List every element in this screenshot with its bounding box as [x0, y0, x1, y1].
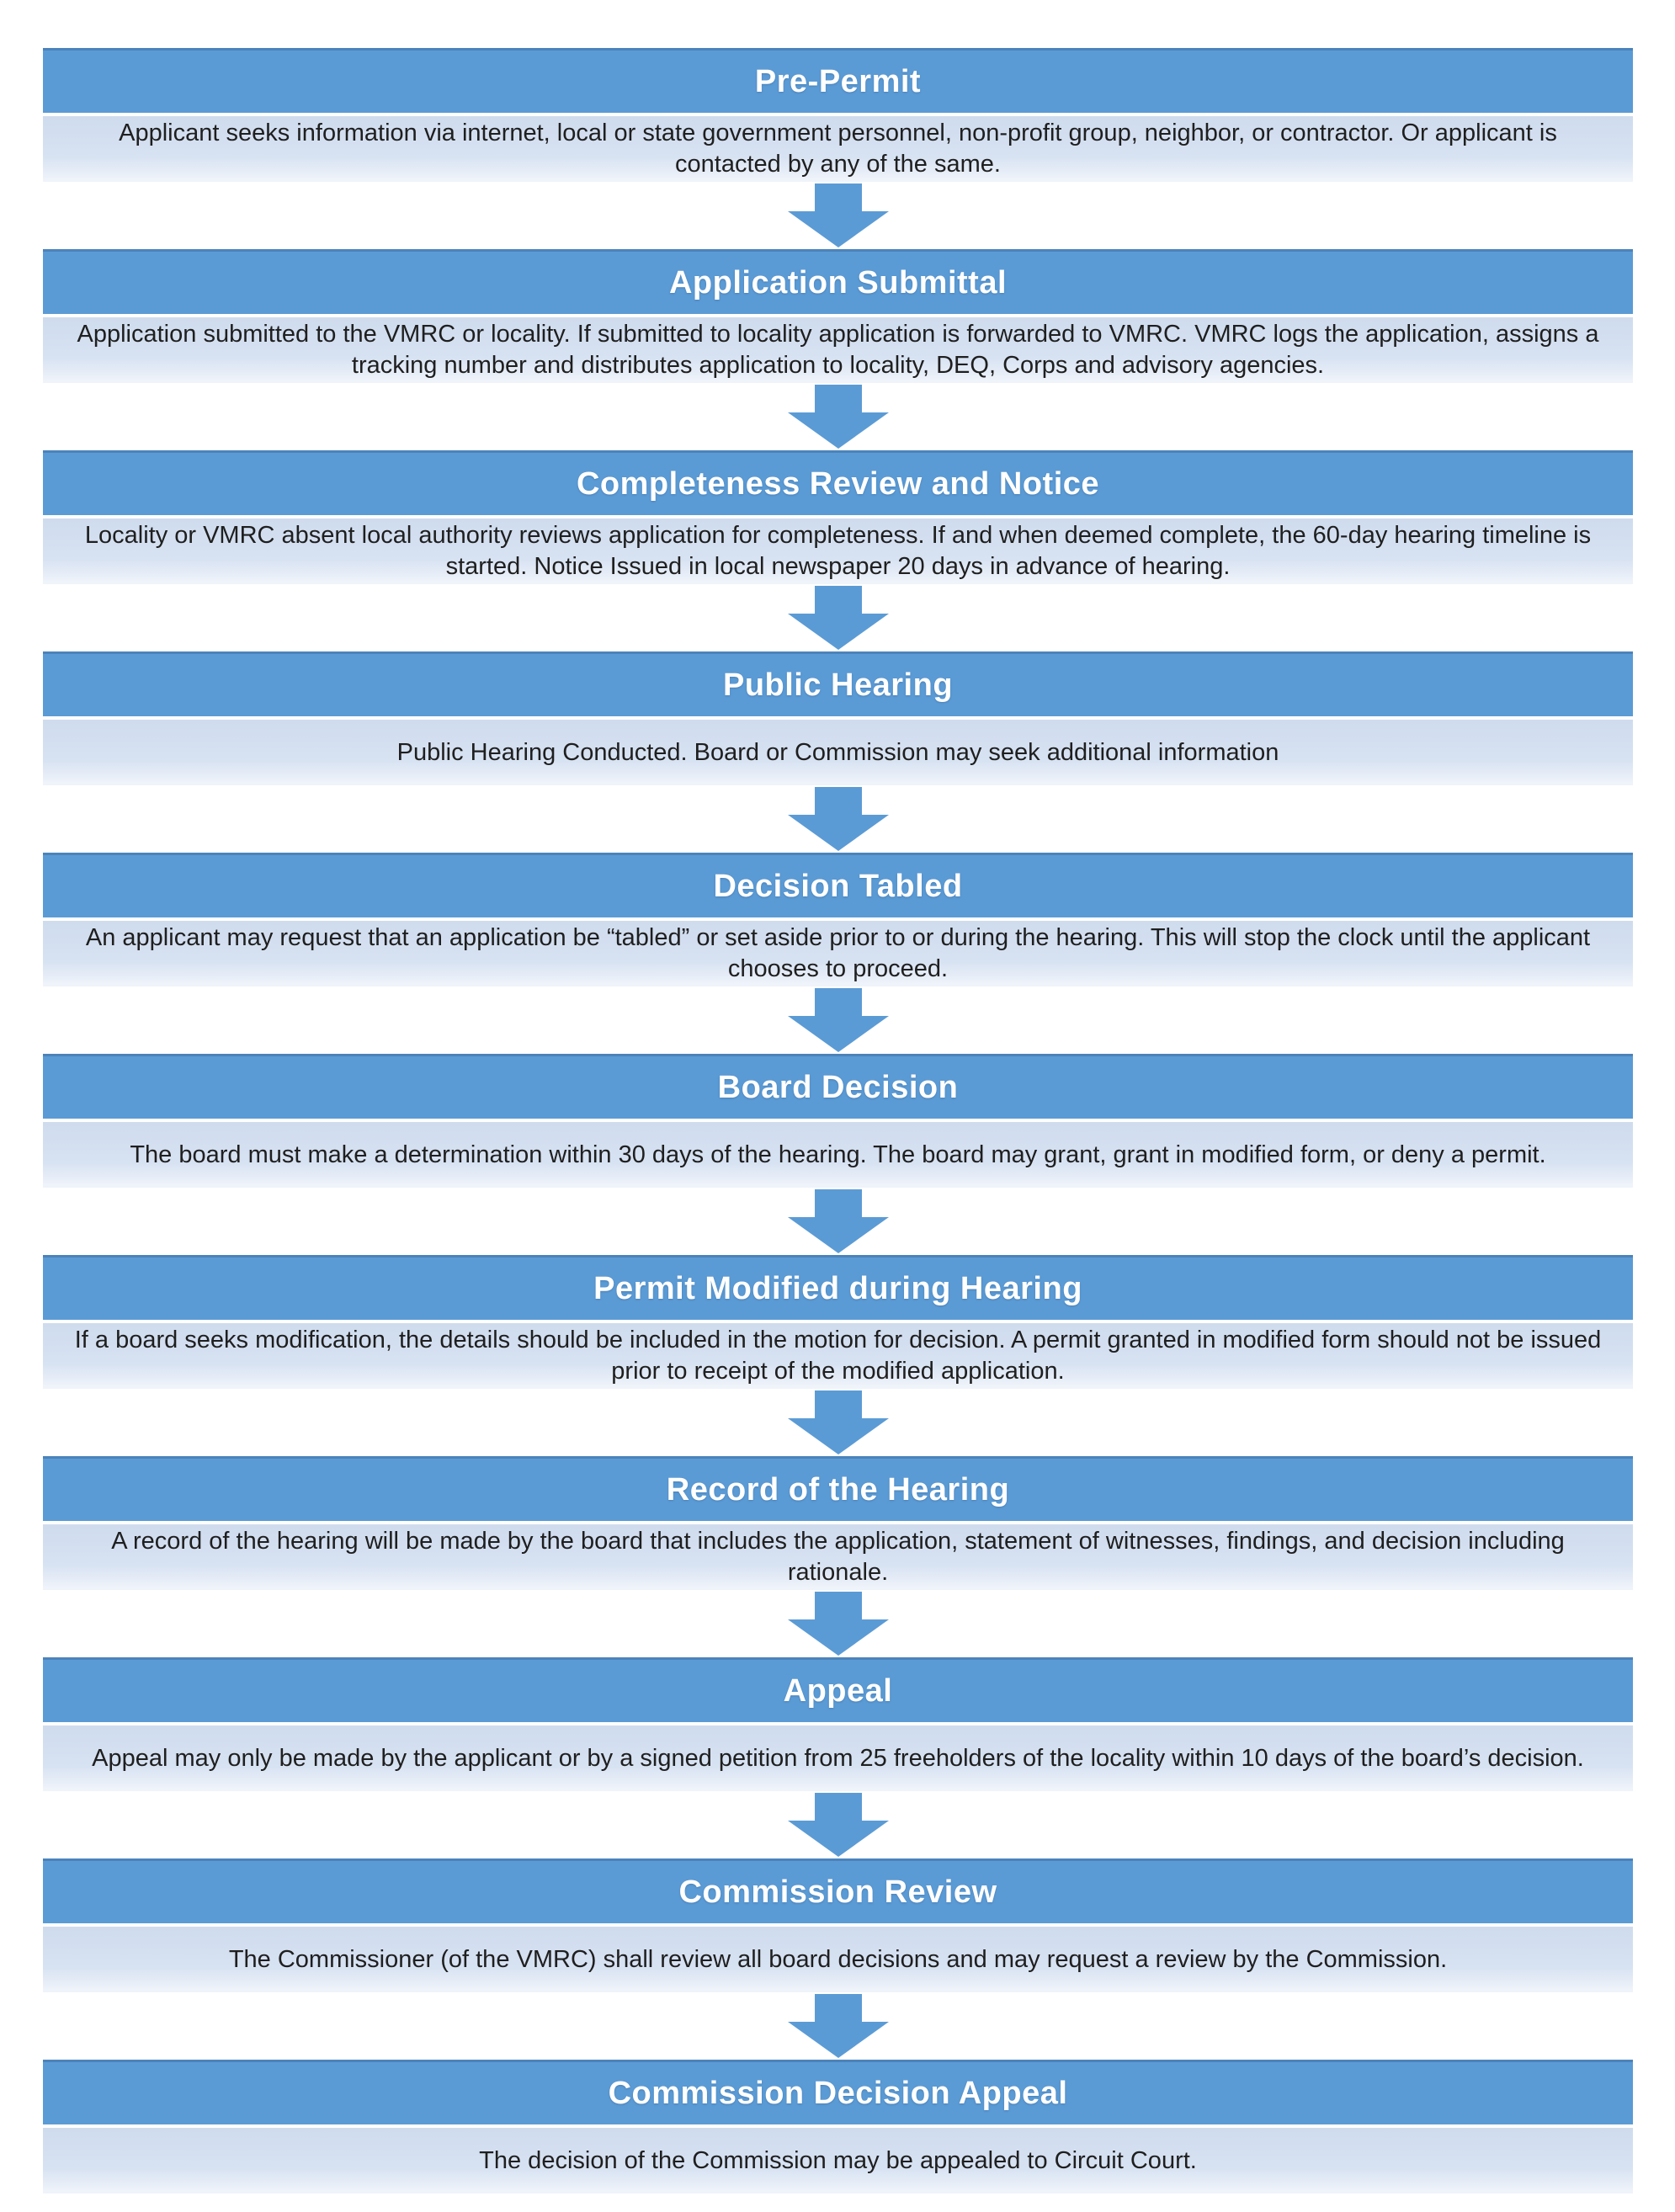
down-arrow-icon — [788, 1793, 889, 1857]
arrow-head — [788, 1217, 889, 1253]
step-title: Application Submittal — [668, 264, 1008, 300]
down-arrow-icon — [788, 586, 889, 650]
flow-step-commission-review — [43, 1858, 1633, 1992]
arrow-stem — [815, 988, 862, 1016]
flow-step-application-submittal — [43, 249, 1633, 383]
arrow-stem — [815, 1994, 862, 2022]
arrow-stem — [815, 1189, 862, 1217]
step-description: An applicant may request that an application be “tabled” or set aside prior to or during the hearing. This will stop the clock until the applicant chooses to proceed. — [43, 921, 1633, 986]
flow-step-appeal — [43, 1657, 1633, 1791]
arrow-head — [788, 1418, 889, 1454]
step-title: Commission Decision Appeal — [608, 2075, 1068, 2111]
step-header — [43, 853, 1633, 917]
step-header — [43, 1657, 1633, 1722]
down-arrow-icon — [788, 183, 889, 247]
flow-step-commission-decision-appeal — [43, 2060, 1633, 2193]
step-header — [43, 1054, 1633, 1119]
step-title: Board Decision — [717, 1069, 959, 1105]
down-arrow-icon — [788, 1592, 889, 1656]
flow-step-permit-modified — [43, 1255, 1633, 1389]
step-title: Commission Review — [678, 1874, 997, 1910]
step-description: The decision of the Commission may be appealed to Circuit Court. — [43, 2128, 1633, 2193]
step-description: Appeal may only be made by the applicant or by a signed petition from 25 freeholders of the locality within 10 days of the board’s decision. — [43, 1725, 1633, 1791]
arrow-head — [788, 614, 889, 650]
arrow-head — [788, 815, 889, 851]
arrow-stem — [815, 586, 862, 614]
step-header — [43, 48, 1633, 113]
step-title: Appeal — [783, 1672, 893, 1709]
flow-step-board-decision — [43, 1054, 1633, 1188]
step-description: Public Hearing Conducted. Board or Commission may seek additional information — [43, 720, 1633, 785]
step-description: Applicant seeks information via internet, local or state government personnel, non-profit group, neighbor, or contractor. Or applicant is contacted by any of the same. — [43, 116, 1633, 182]
arrow-head — [788, 412, 889, 449]
step-title: Record of the Hearing — [666, 1471, 1010, 1507]
step-description: A record of the hearing will be made by the board that includes the application, statement of witnesses, findings, and decision including rationale. — [43, 1524, 1633, 1590]
arrow-stem — [815, 183, 862, 211]
down-arrow-icon — [788, 385, 889, 449]
step-description: If a board seeks modification, the details should be included in the motion for decision. A permit granted in modified form should not be issued prior to receipt of the modified application. — [43, 1323, 1633, 1389]
flow-step-record-of-hearing — [43, 1456, 1633, 1590]
down-arrow-icon — [788, 1390, 889, 1454]
step-header — [43, 1858, 1633, 1923]
step-header — [43, 450, 1633, 515]
down-arrow-icon — [788, 787, 889, 851]
arrow-stem — [815, 787, 862, 815]
step-title: Pre-Permit — [754, 63, 922, 99]
step-title: Public Hearing — [722, 667, 954, 703]
step-description: The Commissioner (of the VMRC) shall review all board decisions and may request a review by the Commission. — [43, 1927, 1633, 1992]
arrow-head — [788, 2022, 889, 2058]
arrow-head — [788, 1619, 889, 1656]
step-title: Completeness Review and Notice — [576, 465, 1100, 502]
arrow-stem — [815, 1592, 862, 1619]
arrow-head — [788, 1016, 889, 1052]
step-description: Application submitted to the VMRC or locality. If submitted to locality application is forwarded to VMRC. VMRC logs the application, assigns a tracking number and distributes application to locality, DEQ, Corps and advisory agencies. — [43, 317, 1633, 383]
flow-step-completeness-review — [43, 450, 1633, 584]
step-header — [43, 1456, 1633, 1521]
flow-step-decision-tabled — [43, 853, 1633, 986]
arrow-stem — [815, 1793, 862, 1821]
step-description: The board must make a determination within 30 days of the hearing. The board may grant, grant in modified form, or deny a permit. — [43, 1122, 1633, 1188]
down-arrow-icon — [788, 1994, 889, 2058]
arrow-stem — [815, 1390, 862, 1418]
flow-step-pre-permit — [43, 48, 1633, 182]
step-title: Decision Tabled — [713, 868, 963, 904]
arrow-stem — [815, 385, 862, 412]
down-arrow-icon — [788, 988, 889, 1052]
flow-step-public-hearing — [43, 651, 1633, 785]
step-header — [43, 249, 1633, 314]
step-header — [43, 2060, 1633, 2124]
step-title: Permit Modified during Hearing — [593, 1270, 1082, 1306]
arrow-head — [788, 211, 889, 247]
down-arrow-icon — [788, 1189, 889, 1253]
step-header — [43, 1255, 1633, 1320]
step-description: Locality or VMRC absent local authority reviews application for completeness. If and when deemed complete, the 60-day hearing timeline is started. Notice Issued in local newspaper 20 days in advance of hearing. — [43, 518, 1633, 584]
step-header — [43, 651, 1633, 716]
arrow-head — [788, 1821, 889, 1857]
